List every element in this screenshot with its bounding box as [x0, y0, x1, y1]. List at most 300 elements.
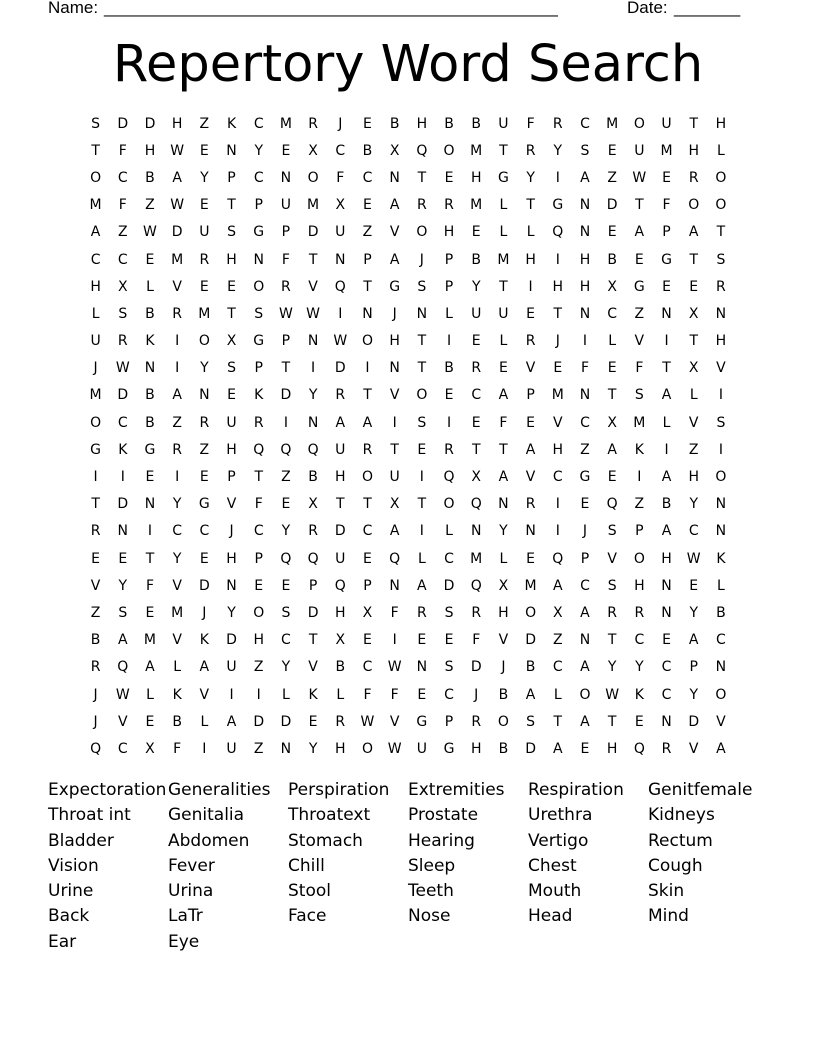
grid-letter: C — [253, 169, 264, 186]
grid-letter: F — [390, 604, 399, 621]
grid-letter: O — [253, 604, 265, 621]
grid-letter: J — [229, 523, 234, 540]
grid-letter: H — [634, 577, 645, 594]
grid-letter: D — [226, 632, 237, 649]
grid-letter: I — [147, 523, 153, 540]
grid-letter: F — [363, 686, 372, 703]
grid-letter: R — [335, 387, 346, 404]
grid-letter: N — [199, 387, 210, 404]
grid-letter: M — [307, 197, 320, 214]
grid-letter: T — [607, 632, 617, 649]
grid-letter: D — [253, 713, 265, 730]
grid-letter: J — [93, 713, 98, 730]
grid-letter: G — [579, 469, 591, 486]
grid-letter: N — [661, 713, 672, 730]
grid-letter: A — [145, 659, 155, 676]
grid-letter: P — [227, 169, 236, 186]
grid-letter: N — [498, 496, 509, 513]
grid-letter: T — [607, 387, 617, 404]
grid-letter: D — [307, 604, 319, 621]
grid-letter: Q — [253, 441, 265, 458]
grid-letter: H — [552, 278, 564, 295]
grid-letter: T — [635, 197, 644, 214]
grid-letter: E — [607, 142, 617, 159]
grid-letter: W — [605, 686, 620, 703]
grid-letter: D — [280, 713, 292, 730]
grid-letter: T — [499, 142, 508, 159]
grid-letter: O — [715, 169, 727, 186]
grid-letter: C — [634, 632, 645, 649]
grid-letter: S — [716, 251, 726, 268]
grid-letter: H — [579, 251, 591, 268]
grid-letter: H — [470, 169, 482, 186]
grid-letter: R — [416, 604, 427, 621]
grid-letter: E — [444, 169, 454, 186]
grid-letter: A — [417, 577, 427, 594]
grid-letter: M — [551, 387, 564, 404]
word-list — [48, 778, 768, 955]
grid-letter: T — [417, 333, 427, 350]
grid-letter: H — [688, 469, 699, 486]
grid-letter: C — [335, 142, 346, 159]
grid-letter: C — [199, 523, 210, 540]
grid-letter: B — [90, 632, 101, 649]
grid-letter: C — [90, 251, 101, 268]
grid-letter: U — [661, 115, 672, 132]
grid-letter: F — [118, 142, 127, 159]
grid-letter: C — [661, 659, 672, 676]
grid-letter: L — [717, 142, 725, 159]
word-list-item: Bladder — [48, 830, 114, 851]
grid-letter: R — [199, 414, 210, 431]
grid-letter: X — [308, 142, 318, 159]
grid-letter: T — [363, 387, 372, 404]
grid-letter: A — [580, 659, 590, 676]
grid-letter: X — [498, 577, 509, 594]
name-field-line[interactable]: ________________________________________________ — [104, 0, 558, 17]
grid-letter: U — [498, 305, 509, 322]
grid-letter: U — [226, 659, 237, 676]
word-list-item: Back — [48, 906, 90, 927]
grid-letter: W — [387, 740, 402, 757]
word-list-item: Prostate — [408, 805, 479, 826]
grid-letter: O — [361, 740, 373, 757]
grid-letter: M — [279, 115, 292, 132]
grid-letter: T — [145, 550, 155, 567]
grid-letter: C — [688, 523, 699, 540]
grid-letter: E — [634, 713, 644, 730]
grid-letter: Z — [253, 740, 264, 757]
grid-letter: D — [470, 659, 482, 676]
grid-letter: I — [582, 333, 588, 350]
grid-letter: H — [525, 251, 536, 268]
grid-letter: X — [607, 414, 617, 431]
grid-letter: Z — [634, 305, 645, 322]
grid-letter: F — [173, 740, 182, 757]
grid-letter: Q — [117, 659, 129, 676]
grid-letter: V — [389, 387, 400, 404]
word-list-item: LaTr — [168, 906, 203, 927]
grid-letter: B — [145, 305, 155, 322]
grid-letter: X — [308, 496, 318, 513]
grid-letter: O — [715, 686, 727, 703]
grid-letter: Q — [307, 550, 319, 567]
grid-letter: O — [361, 333, 373, 350]
grid-letter: C — [580, 414, 590, 431]
grid-letter: Q — [90, 740, 102, 757]
grid-letter: A — [716, 740, 726, 757]
grid-letter: N — [117, 523, 129, 540]
grid-letter: V — [525, 469, 536, 486]
grid-letter: Q — [389, 550, 401, 567]
grid-letter: T — [417, 496, 427, 513]
grid-letter: F — [526, 115, 535, 132]
grid-letter: A — [525, 686, 536, 703]
grid-letter: I — [283, 414, 288, 431]
grid-letter: E — [145, 604, 155, 621]
grid-letter: H — [606, 740, 618, 757]
grid-letter: X — [552, 604, 563, 621]
grid-letter: U — [280, 197, 292, 214]
grid-letter: G — [416, 713, 428, 730]
grid-letter: Z — [172, 414, 182, 431]
grid-letter: K — [308, 686, 318, 703]
grid-letter: K — [634, 441, 644, 458]
grid-letter: Y — [689, 604, 698, 621]
word-list-item: Throatext — [288, 805, 371, 826]
grid-letter: E — [363, 632, 372, 649]
grid-letter: B — [661, 496, 672, 513]
grid-letter: H — [226, 251, 237, 268]
grid-letter: Y — [254, 142, 263, 159]
grid-letter: A — [661, 387, 672, 404]
grid-letter: I — [256, 686, 261, 703]
grid-letter: D — [144, 115, 156, 132]
grid-letter: J — [93, 686, 98, 703]
grid-letter: O — [416, 224, 428, 241]
grid-letter: M — [89, 197, 102, 214]
grid-letter: T — [417, 360, 427, 377]
grid-letter: C — [552, 659, 563, 676]
grid-letter: A — [389, 523, 400, 540]
grid-letter: Z — [281, 469, 291, 486]
grid-letter: V — [172, 278, 182, 295]
grid-letter: Q — [470, 577, 482, 594]
grid-letter: S — [716, 414, 726, 431]
grid-letter: O — [633, 115, 645, 132]
grid-letter: O — [90, 169, 102, 186]
grid-letter: T — [499, 278, 508, 295]
grid-letter: T — [227, 305, 236, 322]
grid-letter: N — [280, 169, 292, 186]
grid-letter: M — [470, 197, 483, 214]
grid-letter: N — [715, 523, 727, 540]
grid-letter: A — [552, 577, 563, 594]
grid-letter: L — [173, 659, 182, 676]
grid-letter: R — [552, 115, 563, 132]
grid-letter: B — [335, 659, 346, 676]
grid-letter: A — [525, 441, 536, 458]
grid-letter: N — [307, 333, 319, 350]
grid-letter: N — [389, 577, 400, 594]
grid-letter: E — [308, 713, 318, 730]
grid-letter: S — [227, 224, 236, 241]
grid-letter: A — [335, 414, 346, 431]
date-field-line[interactable]: _______ — [674, 0, 741, 17]
word-list-item: Ear — [48, 931, 77, 952]
grid-letter: T — [499, 441, 508, 458]
grid-letter: P — [635, 523, 644, 540]
grid-letter: U — [498, 115, 509, 132]
grid-letter: T — [689, 333, 698, 350]
grid-letter: W — [632, 169, 647, 186]
grid-letter: S — [254, 305, 264, 322]
grid-letter: X — [117, 278, 128, 295]
grid-letter: L — [146, 686, 154, 703]
grid-letter: G — [552, 197, 564, 214]
grid-letter: Y — [689, 496, 698, 513]
grid-letter: Y — [499, 523, 508, 540]
word-list-item: Expectoration — [48, 780, 167, 800]
grid-letter: B — [145, 169, 155, 186]
grid-letter: P — [227, 469, 236, 486]
grid-letter: L — [526, 224, 535, 241]
grid-letter: T — [363, 278, 372, 295]
grid-letter: O — [497, 713, 509, 730]
grid-letter: V — [90, 577, 101, 594]
grid-letter: S — [607, 577, 617, 594]
grid-letter: G — [497, 169, 509, 186]
grid-letter: R — [471, 360, 482, 377]
grid-letter: S — [417, 414, 427, 431]
grid-letter: N — [253, 251, 264, 268]
grid-letter: G — [443, 740, 455, 757]
grid-letter: N — [715, 305, 727, 322]
grid-letter: Q — [416, 142, 428, 159]
grid-letter: Z — [580, 441, 590, 458]
grid-letter: B — [471, 115, 482, 132]
grid-letter: X — [226, 333, 237, 350]
grid-letter: Q — [334, 278, 346, 295]
grid-letter: H — [715, 115, 727, 132]
grid-letter: E — [199, 142, 209, 159]
grid-letter: N — [579, 197, 591, 214]
grid-letter: O — [633, 550, 645, 567]
grid-letter: D — [198, 577, 210, 594]
grid-letter: T — [336, 496, 345, 513]
grid-letter: V — [226, 496, 237, 513]
grid-letter: I — [120, 469, 125, 486]
grid-letter: A — [389, 251, 400, 268]
grid-letter: D — [280, 387, 292, 404]
grid-letter: S — [281, 604, 291, 621]
grid-letter: U — [335, 550, 346, 567]
grid-letter: V — [389, 224, 400, 241]
grid-letter: I — [311, 360, 316, 377]
grid-letter: J — [338, 115, 343, 132]
grid-letter: S — [118, 305, 128, 322]
grid-letter: Y — [635, 659, 644, 676]
grid-letter: C — [607, 305, 618, 322]
grid-letter: S — [91, 115, 101, 132]
word-list-item: Generalities — [168, 780, 271, 800]
grid-letter: M — [470, 550, 483, 567]
grid-letter: Y — [553, 142, 563, 159]
grid-letter: A — [580, 713, 590, 730]
grid-letter: V — [525, 360, 536, 377]
grid-letter: R — [199, 251, 210, 268]
grid-letter: C — [281, 632, 291, 649]
grid-letter: N — [144, 496, 156, 513]
grid-letter: J — [93, 360, 98, 377]
grid-letter: X — [471, 469, 482, 486]
grid-letter: R — [362, 441, 373, 458]
grid-letter: P — [363, 577, 372, 594]
grid-letter: A — [688, 632, 699, 649]
grid-letter: K — [716, 550, 726, 567]
grid-letter: K — [226, 115, 237, 132]
grid-letter: H — [335, 740, 346, 757]
grid-letter: B — [716, 604, 726, 621]
grid-letter: N — [389, 360, 400, 377]
grid-letter: A — [362, 414, 373, 431]
grid-letter: Z — [688, 441, 699, 458]
grid-letter: I — [446, 333, 452, 350]
grid-letter: E — [199, 550, 209, 567]
grid-letter: C — [362, 169, 373, 186]
grid-letter: C — [253, 523, 264, 540]
grid-letter: R — [607, 604, 618, 621]
grid-letter: S — [580, 142, 590, 159]
grid-letter: E — [526, 550, 536, 567]
word-list-item: Abdomen — [168, 830, 250, 851]
grid-letter: E — [281, 496, 291, 513]
name-date-header — [48, 0, 768, 19]
grid-letter: B — [362, 142, 373, 159]
grid-letter: E — [199, 469, 209, 486]
grid-letter: Y — [308, 387, 318, 404]
word-list-item: Stool — [288, 881, 331, 902]
word-list-item: Chest — [528, 855, 577, 876]
grid-letter: P — [689, 659, 698, 676]
grid-letter: N — [579, 224, 591, 241]
grid-letter: T — [689, 251, 698, 268]
grid-letter: H — [579, 278, 591, 295]
grid-letter: B — [145, 387, 155, 404]
date-label: Date: — [627, 0, 668, 17]
grid-letter: A — [661, 469, 672, 486]
word-list-item: Genitalia — [168, 805, 245, 826]
grid-letter: H — [226, 441, 237, 458]
grid-letter: B — [444, 115, 454, 132]
word-list-item: Perspiration — [288, 780, 390, 800]
grid-letter: P — [580, 550, 590, 567]
grid-letter: Y — [689, 686, 698, 703]
grid-letter: T — [716, 224, 726, 241]
grid-letter: C — [552, 469, 563, 486]
grid-letter: Z — [253, 659, 264, 676]
word-list-item: Nose — [408, 906, 451, 927]
grid-letter: S — [526, 713, 536, 730]
grid-letter: C — [444, 686, 454, 703]
grid-letter: V — [389, 713, 400, 730]
grid-letter: Q — [280, 550, 292, 567]
grid-letter: C — [362, 659, 373, 676]
grid-letter: E — [145, 713, 155, 730]
word-list-item: Mind — [648, 906, 689, 927]
grid-letter: Y — [172, 550, 182, 567]
grid-letter: E — [145, 469, 155, 486]
grid-letter: L — [499, 197, 508, 214]
grid-letter: G — [253, 224, 265, 241]
grid-letter: N — [661, 305, 672, 322]
grid-letter: Q — [633, 740, 645, 757]
grid-letter: K — [118, 441, 128, 458]
grid-letter: T — [471, 441, 481, 458]
grid-letter: H — [90, 278, 101, 295]
grid-letter: I — [392, 632, 397, 649]
grid-letter: T — [390, 441, 399, 458]
word-list-item: Urine — [48, 881, 94, 902]
grid-letter: Z — [117, 224, 128, 241]
grid-letter: K — [145, 333, 155, 350]
word-list-item: Urethra — [528, 805, 593, 826]
grid-letter: L — [662, 414, 671, 431]
grid-letter: N — [226, 577, 237, 594]
grid-letter: I — [718, 441, 723, 458]
grid-letter: E — [254, 577, 264, 594]
grid-letter: Q — [334, 577, 346, 594]
grid-letter: X — [389, 142, 400, 159]
grid-letter: J — [392, 305, 397, 322]
grid-letter: O — [715, 197, 727, 214]
grid-letter: Y — [281, 659, 291, 676]
grid-letter: Z — [199, 441, 210, 458]
grid-letter: T — [553, 713, 563, 730]
grid-letter: T — [308, 632, 318, 649]
grid-letter: L — [499, 333, 508, 350]
grid-letter: H — [335, 604, 346, 621]
grid-letter: C — [117, 251, 128, 268]
grid-letter: T — [607, 713, 617, 730]
grid-letter: P — [526, 387, 535, 404]
grid-letter: D — [307, 224, 319, 241]
grid-letter: C — [117, 414, 128, 431]
grid-letter: B — [145, 414, 155, 431]
grid-letter: P — [444, 713, 454, 730]
grid-letter: R — [716, 278, 726, 295]
grid-letter: I — [229, 686, 234, 703]
grid-letter: V — [634, 333, 645, 350]
grid-letter: Q — [307, 441, 319, 458]
word-list-item: Head — [528, 906, 573, 927]
grid-letter: Y — [308, 740, 318, 757]
word-list-item: Stomach — [288, 830, 363, 851]
grid-letter: F — [118, 197, 127, 214]
grid-letter: U — [90, 333, 101, 350]
grid-letter: A — [172, 169, 182, 186]
grid-letter: E — [444, 387, 454, 404]
grid-letter: B — [525, 659, 536, 676]
grid-letter: I — [338, 305, 343, 322]
grid-letter: F — [580, 360, 589, 377]
grid-letter: W — [170, 142, 185, 159]
grid-letter: D — [334, 523, 346, 540]
grid-letter: D — [443, 577, 455, 594]
grid-letter: P — [254, 550, 263, 567]
grid-letter: Z — [199, 115, 210, 132]
grid-letter: P — [363, 251, 372, 268]
